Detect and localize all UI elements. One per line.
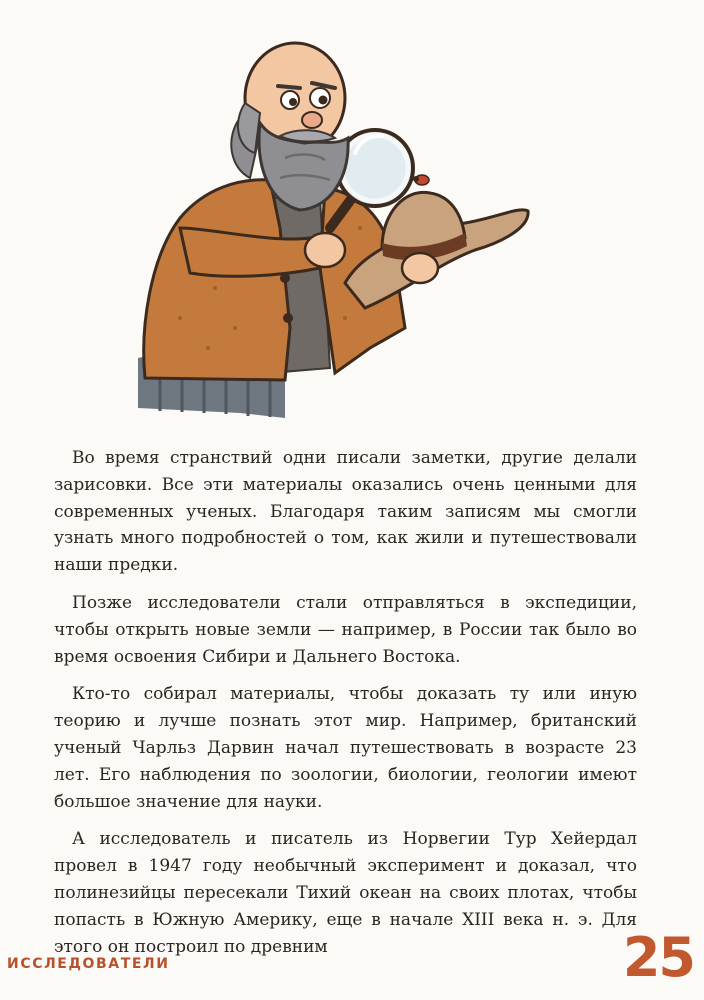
beetle-icon: [413, 175, 429, 185]
article-body: [54, 445, 637, 971]
jacket: [144, 180, 290, 380]
page-number: 25: [622, 926, 694, 989]
paragraph: Позже исследователи стали отправляться в экспедиции, чтобы открыть новые земли — например, в России так было во время освоения Сибири и Дальнего Востока.: [54, 592, 637, 667]
section-title: ИССЛЕДОВАТЕЛИ: [7, 956, 170, 972]
paragraph: Во время странствий одни писали заметки, другие делали зарисовки. Все эти материалы оказались очень ценными для современных ученых. Благодаря таким записям мы смогли узнать много подробностей о том, как жили и путешествовали наши предки.: [54, 448, 637, 576]
hand: [305, 233, 345, 267]
scientist-illustration: [120, 28, 540, 423]
paragraph: Кто-то собирал материалы, чтобы доказать ту или иную теорию и лучше познать этот мир. Например, британский ученый Чарльз Дарвин начал путешествовать в возрасте 23 лет. Его наблюдения по зоологии, биологии, геологии имеют большое значение для науки.: [54, 684, 637, 812]
paragraph: А исследователь и писатель из Норвегии Тур Хейердал провел в 1947 году необычный эксперимент и доказал, что полинезийцы пересекали Тихий океан на своих плотах, чтобы попасть в Южную Америку, еще в начале XIII века н. э. Для этого он построил по древним: [54, 829, 637, 957]
